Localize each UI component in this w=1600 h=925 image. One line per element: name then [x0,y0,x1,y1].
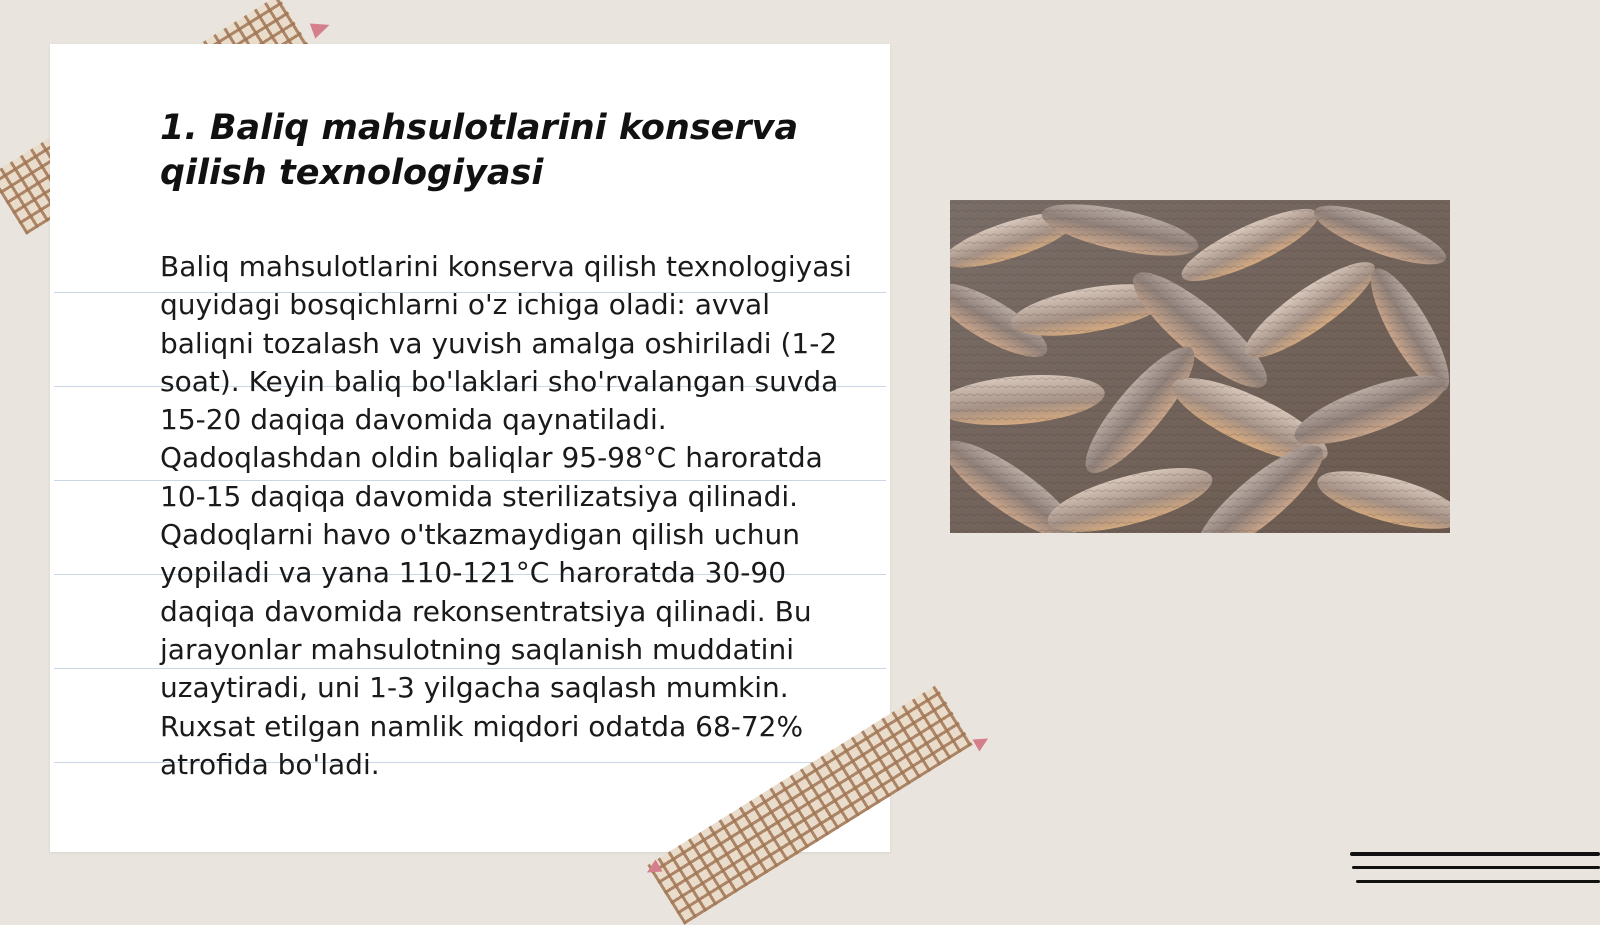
fish-photo [950,200,1450,533]
tape-tip-decoration [972,732,991,751]
decorative-line [1350,852,1600,856]
tape-tip-decoration [310,17,332,38]
fish-pile-icon [950,200,1450,533]
decorative-line [1352,866,1600,869]
slide-title: 1. Baliq mahsulotlarini konserva qilish texnologiyasi [160,108,799,193]
notebook-paper-card [50,44,890,852]
decorative-line [1356,880,1600,883]
slide-body-text: Baliq mahsulotlarini konserva qilish texnologiyasi quyidagi bosqichlarni o'z ichiga oladi: avval baliqni tozalash va yuvish amalga oshiriladi (1-2 soat). Keyin baliq bo'laklari sho'rvalangan suvda 15-20 daqiqa davomida qaynatiladi. Qadoqlashdan oldin baliqlar 95-98°C haroratda 10-15 daqiqa davomida sterilizatsiya qilinadi. Qadoqlarni havo o'tkazmaydigan qilish uchun yopiladi va yana 110-121°C haroratda 30-90 daqiqa davomida rekonsentratsiya qilinadi. Bu jarayonlar mahsulotning saqlanish muddatini uzaytiradi, uni 1-3 yilgacha saqlash mumkin. Ruxsat etilgan namlik miqdori odatda 68-72% atrofida bo'ladi. [160,250,852,781]
